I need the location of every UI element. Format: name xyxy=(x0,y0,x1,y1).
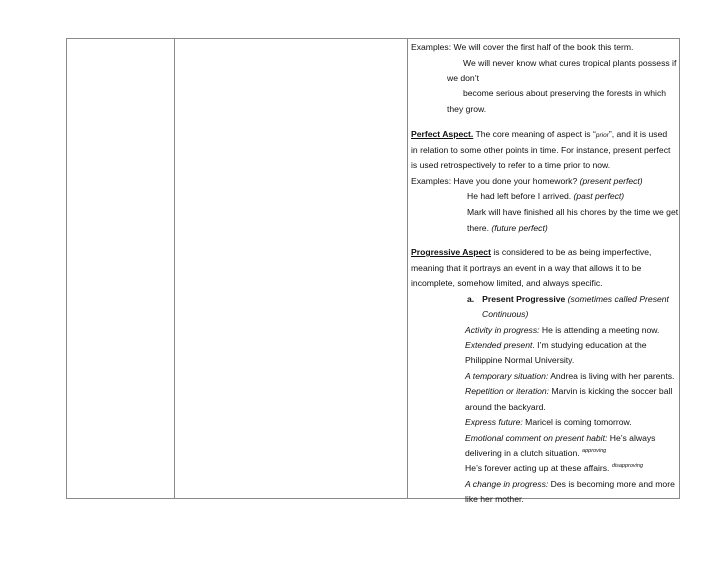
list-marker: a. xyxy=(467,294,475,304)
perfect-example-3: Mark will have finished all his chores by the time we get xyxy=(467,207,679,217)
perfect-example-2: He had left before I arrived. (past perfect) xyxy=(467,191,625,201)
column-divider-1 xyxy=(174,39,175,498)
example-line: they grow. xyxy=(447,104,487,114)
use-line: Express future: Maricel is coming tomorrow. xyxy=(465,417,632,427)
paragraph-line: incomplete, somehow limited, and always specific. xyxy=(411,278,603,288)
perfect-example-3-cont: there. (future perfect) xyxy=(467,223,548,233)
example-line: become serious about preserving the forests in which xyxy=(463,88,667,98)
paragraph-line: in relation to some other points in time. For instance, present perfect xyxy=(411,145,671,155)
example-line: We will never know what cures tropical plants possess if xyxy=(463,58,677,68)
paragraph-line: is used retrospectively to refer to a time prior to now. xyxy=(411,160,611,170)
present-progressive-title: Present Progressive xyxy=(482,294,566,304)
approving-tag: approving xyxy=(582,448,607,454)
use-line: like her mother. xyxy=(465,494,524,504)
present-progressive-note: Continuous) xyxy=(482,309,529,319)
paragraph-line: meaning that it portrays an event in a way that allows it to be xyxy=(411,263,642,273)
progressive-aspect-heading: Progressive Aspect xyxy=(411,247,491,257)
use-line: Repetition or iteration: Marvin is kicking the soccer ball xyxy=(465,386,673,396)
disapproving-tag: disapproving xyxy=(611,463,643,469)
use-line: around the backyard. xyxy=(465,402,546,412)
notes-table xyxy=(66,38,680,504)
use-line: Philippine Normal University. xyxy=(465,355,575,365)
progressive-aspect-line1: Progressive Aspect is considered to be as being imperfective, xyxy=(411,247,652,257)
examples-lead: Examples: We will cover the first half of the book this term. xyxy=(411,42,634,52)
use-line: Extended present. I’m studying education at the xyxy=(465,340,647,350)
example-line: we don’t xyxy=(447,73,480,83)
use-line: delivering in a clutch situation. $^{approving}$ xyxy=(465,448,607,458)
present-progressive-item: a. Present Progressive (sometimes called Present xyxy=(467,294,669,304)
use-line: He’s forever acting up at these affairs. $^{disapproving}$ xyxy=(465,463,643,473)
perfect-example-1: Examples: Have you done your homework? (present perfect) xyxy=(411,176,643,186)
use-line: A temporary situation: Andrea is living with her parents. xyxy=(465,371,675,381)
perfect-aspect-heading: Perfect Aspect. xyxy=(411,129,474,139)
column-divider-2 xyxy=(407,39,408,498)
use-line: A change in progress: Des is becoming more and more xyxy=(465,479,675,489)
use-line: Activity in progress: He is attending a meeting now. xyxy=(465,325,660,335)
perfect-aspect-line1: Perfect Aspect. The core meaning of aspect is “prior”, and it is used xyxy=(411,129,668,139)
use-line: Emotional comment on present habit: He’s always xyxy=(465,433,656,443)
prior-term: prior xyxy=(595,132,609,139)
